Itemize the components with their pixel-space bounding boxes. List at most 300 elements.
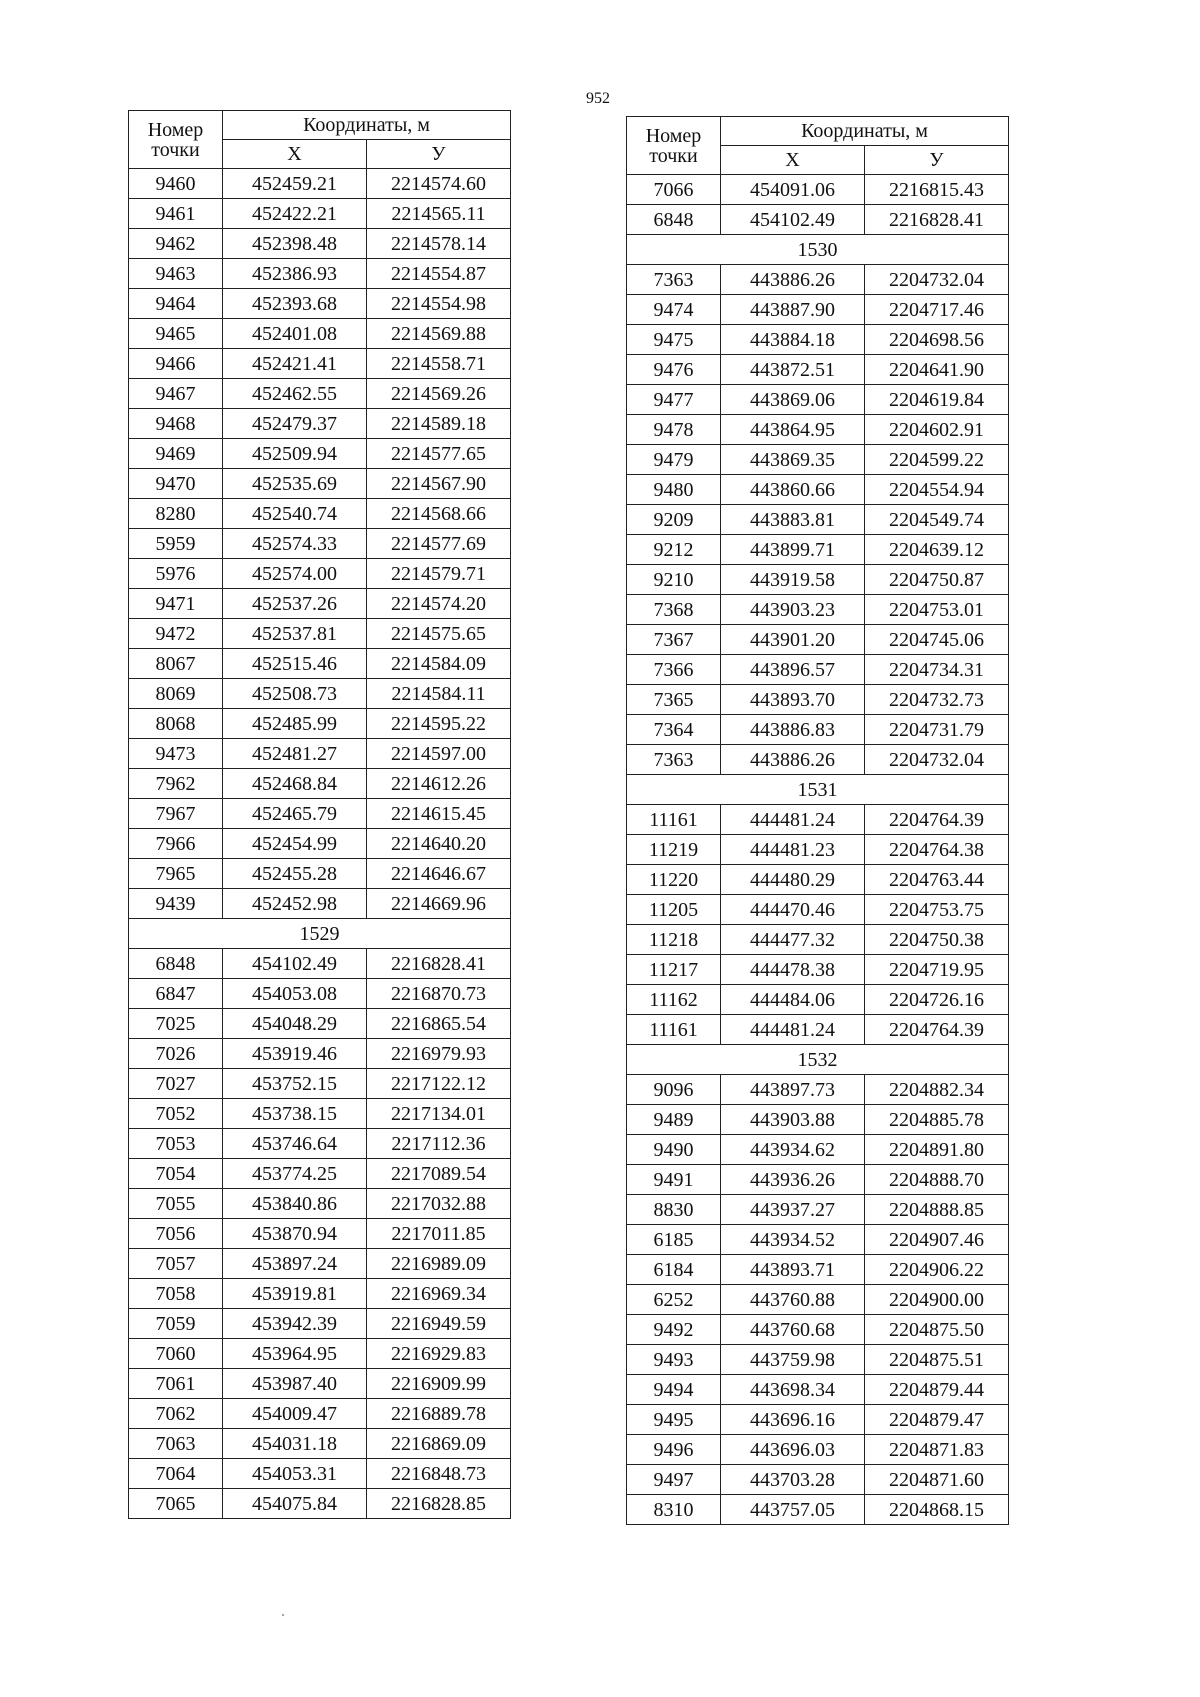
- header-number-line2: точки: [151, 138, 200, 161]
- table-body: [129, 169, 511, 1519]
- table-row: [627, 745, 1009, 775]
- table-row: [129, 1339, 511, 1369]
- header-y: У: [865, 146, 1009, 175]
- table-row: [129, 979, 511, 1009]
- cell-x: 454031.18: [223, 1429, 367, 1459]
- cell-point-number: 9494: [627, 1375, 721, 1405]
- cell-x: 443884.18: [721, 325, 865, 355]
- cell-point-number: 7057: [129, 1249, 223, 1279]
- cell-y: 2217011.85: [367, 1219, 511, 1249]
- header-x: X: [721, 146, 865, 175]
- cell-x: 443934.62: [721, 1135, 865, 1165]
- table-row: [627, 715, 1009, 745]
- cell-point-number: 9495: [627, 1405, 721, 1435]
- cell-x: 453897.24: [223, 1249, 367, 1279]
- cell-point-number: 7065: [129, 1489, 223, 1519]
- table-row: [627, 1165, 1009, 1195]
- section-number: 1531: [627, 775, 1009, 805]
- table-row: [129, 229, 511, 259]
- table-row: [627, 1015, 1009, 1045]
- cell-x: 452465.79: [223, 799, 367, 829]
- cell-y: 2214578.14: [367, 229, 511, 259]
- table-row: [129, 1009, 511, 1039]
- cell-y: 2204875.51: [865, 1345, 1009, 1375]
- cell-point-number: 11218: [627, 925, 721, 955]
- cell-x: 453987.40: [223, 1369, 367, 1399]
- table-row: [129, 1459, 511, 1489]
- cell-x: 444481.24: [721, 805, 865, 835]
- table-row: [129, 889, 511, 919]
- table-row: [129, 1309, 511, 1339]
- cell-point-number: 11205: [627, 895, 721, 925]
- cell-y: 2214579.71: [367, 559, 511, 589]
- cell-point-number: 7063: [129, 1429, 223, 1459]
- cell-x: 443936.26: [721, 1165, 865, 1195]
- cell-x: 443864.95: [721, 415, 865, 445]
- cell-y: 2216989.09: [367, 1249, 511, 1279]
- cell-point-number: 6184: [627, 1255, 721, 1285]
- table-row: [129, 1489, 511, 1519]
- table-row: [627, 655, 1009, 685]
- table-row: [129, 349, 511, 379]
- table-row: [627, 1255, 1009, 1285]
- cell-point-number: 11161: [627, 1015, 721, 1045]
- cell-point-number: 9212: [627, 535, 721, 565]
- header-x: X: [223, 140, 367, 169]
- cell-y: 2216949.59: [367, 1309, 511, 1339]
- cell-y: 2217112.36: [367, 1129, 511, 1159]
- cell-point-number: 6848: [627, 205, 721, 235]
- cell-point-number: 9209: [627, 505, 721, 535]
- cell-x: 453752.15: [223, 1069, 367, 1099]
- table-row: [129, 649, 511, 679]
- table-row: [627, 895, 1009, 925]
- cell-y: 2214565.11: [367, 199, 511, 229]
- table-row: [129, 529, 511, 559]
- cell-x: 453919.46: [223, 1039, 367, 1069]
- cell-x: 453840.86: [223, 1189, 367, 1219]
- cell-point-number: 9466: [129, 349, 223, 379]
- table-row: [129, 409, 511, 439]
- cell-y: 2217089.54: [367, 1159, 511, 1189]
- cell-y: 2204726.16: [865, 985, 1009, 1015]
- cell-point-number: 7066: [627, 175, 721, 205]
- cell-x: 443869.06: [721, 385, 865, 415]
- cell-y: 2204619.84: [865, 385, 1009, 415]
- table-row: [129, 1249, 511, 1279]
- cell-x: 443901.20: [721, 625, 865, 655]
- cell-x: 443883.81: [721, 505, 865, 535]
- cell-x: 454102.49: [721, 205, 865, 235]
- table-row: [627, 1105, 1009, 1135]
- cell-y: 2214567.90: [367, 469, 511, 499]
- table-row: [627, 955, 1009, 985]
- table-row: [129, 559, 511, 589]
- table-row: [627, 595, 1009, 625]
- cell-y: 2204549.74: [865, 505, 1009, 535]
- cell-y: 2216828.85: [367, 1489, 511, 1519]
- table-row: [627, 1345, 1009, 1375]
- cell-y: 2214569.88: [367, 319, 511, 349]
- table-row: [627, 355, 1009, 385]
- table-row: [129, 1399, 511, 1429]
- cell-x: 453870.94: [223, 1219, 367, 1249]
- cell-x: 443887.90: [721, 295, 865, 325]
- table-row: [129, 319, 511, 349]
- cell-point-number: 9465: [129, 319, 223, 349]
- cell-y: 2216869.09: [367, 1429, 511, 1459]
- cell-x: 452421.41: [223, 349, 367, 379]
- cell-point-number: 8830: [627, 1195, 721, 1225]
- cell-y: 2204907.46: [865, 1225, 1009, 1255]
- cell-y: 2204641.90: [865, 355, 1009, 385]
- cell-y: 2217134.01: [367, 1099, 511, 1129]
- header-y: У: [367, 140, 511, 169]
- cell-y: 2214612.26: [367, 769, 511, 799]
- cell-y: 2204698.56: [865, 325, 1009, 355]
- cell-x: 443899.71: [721, 535, 865, 565]
- cell-y: 2204764.39: [865, 1015, 1009, 1045]
- cell-x: 452398.48: [223, 229, 367, 259]
- cell-y: 2216870.73: [367, 979, 511, 1009]
- cell-point-number: 7056: [129, 1219, 223, 1249]
- cell-x: 443897.73: [721, 1075, 865, 1105]
- table-row: [627, 1435, 1009, 1465]
- table-row: [129, 589, 511, 619]
- table-row: [129, 469, 511, 499]
- cell-point-number: 7368: [627, 595, 721, 625]
- table-row: [129, 949, 511, 979]
- table-row: [627, 1405, 1009, 1435]
- cell-point-number: 7365: [627, 685, 721, 715]
- cell-x: 444478.38: [721, 955, 865, 985]
- table-row: [129, 499, 511, 529]
- cell-point-number: 9467: [129, 379, 223, 409]
- cell-point-number: 5959: [129, 529, 223, 559]
- cell-point-number: 9210: [627, 565, 721, 595]
- cell-point-number: 9477: [627, 385, 721, 415]
- cell-y: 2216969.34: [367, 1279, 511, 1309]
- cell-point-number: 9489: [627, 1105, 721, 1135]
- cell-y: 2204745.06: [865, 625, 1009, 655]
- cell-point-number: 7027: [129, 1069, 223, 1099]
- cell-point-number: 7962: [129, 769, 223, 799]
- cell-y: 2204732.73: [865, 685, 1009, 715]
- cell-y: 2204734.31: [865, 655, 1009, 685]
- cell-x: 444480.29: [721, 865, 865, 895]
- cell-y: 2214574.20: [367, 589, 511, 619]
- cell-y: 2214597.00: [367, 739, 511, 769]
- cell-y: 2214558.71: [367, 349, 511, 379]
- cell-y: 2204732.04: [865, 745, 1009, 775]
- cell-point-number: 7061: [129, 1369, 223, 1399]
- cell-point-number: 9460: [129, 169, 223, 199]
- cell-point-number: 7059: [129, 1309, 223, 1339]
- section-number: 1529: [129, 919, 511, 949]
- cell-x: 443760.68: [721, 1315, 865, 1345]
- cell-point-number: 7363: [627, 265, 721, 295]
- cell-y: 2204882.34: [865, 1075, 1009, 1105]
- cell-y: 2204900.00: [865, 1285, 1009, 1315]
- cell-point-number: 7055: [129, 1189, 223, 1219]
- cell-y: 2214569.26: [367, 379, 511, 409]
- cell-x: 454091.06: [721, 175, 865, 205]
- cell-x: 452452.98: [223, 889, 367, 919]
- cell-x: 443896.57: [721, 655, 865, 685]
- cell-x: 453774.25: [223, 1159, 367, 1189]
- cell-x: 443886.26: [721, 265, 865, 295]
- cell-y: 2204639.12: [865, 535, 1009, 565]
- cell-point-number: 8068: [129, 709, 223, 739]
- cell-point-number: 8069: [129, 679, 223, 709]
- cell-point-number: 9474: [627, 295, 721, 325]
- cell-x: 452537.26: [223, 589, 367, 619]
- header-coordinates: Координаты, м: [721, 117, 1009, 146]
- cell-point-number: 9469: [129, 439, 223, 469]
- cell-y: 2204871.60: [865, 1465, 1009, 1495]
- table-row: [129, 1159, 511, 1189]
- cell-x: 443759.98: [721, 1345, 865, 1375]
- cell-y: 2204888.70: [865, 1165, 1009, 1195]
- cell-y: 2216815.43: [865, 175, 1009, 205]
- cell-point-number: 7052: [129, 1099, 223, 1129]
- cell-point-number: 11217: [627, 955, 721, 985]
- table-row: [129, 1039, 511, 1069]
- table-row: [129, 379, 511, 409]
- cell-x: 453964.95: [223, 1339, 367, 1369]
- cell-x: 452393.68: [223, 289, 367, 319]
- table-row: [129, 439, 511, 469]
- cell-x: 452422.21: [223, 199, 367, 229]
- cell-x: 443696.03: [721, 1435, 865, 1465]
- cell-y: 2216889.78: [367, 1399, 511, 1429]
- table-row: [129, 1129, 511, 1159]
- cell-x: 453746.64: [223, 1129, 367, 1159]
- cell-y: 2214640.20: [367, 829, 511, 859]
- header-number-line2: точки: [649, 144, 698, 167]
- table-row: [627, 1135, 1009, 1165]
- cell-point-number: 9471: [129, 589, 223, 619]
- cell-y: 2217122.12: [367, 1069, 511, 1099]
- cell-x: 454102.49: [223, 949, 367, 979]
- cell-y: 2204871.83: [865, 1435, 1009, 1465]
- cell-y: 2214584.11: [367, 679, 511, 709]
- table-row: [627, 565, 1009, 595]
- table-row: [627, 325, 1009, 355]
- cell-y: 2204750.38: [865, 925, 1009, 955]
- table-row: [627, 415, 1009, 445]
- cell-x: 443893.71: [721, 1255, 865, 1285]
- cell-point-number: 9476: [627, 355, 721, 385]
- cell-x: 452386.93: [223, 259, 367, 289]
- cell-point-number: 7364: [627, 715, 721, 745]
- cell-y: 2204602.91: [865, 415, 1009, 445]
- table-header: [627, 117, 1009, 175]
- table-row: [627, 445, 1009, 475]
- cell-x: 453942.39: [223, 1309, 367, 1339]
- cell-y: 2214589.18: [367, 409, 511, 439]
- cell-point-number: 9490: [627, 1135, 721, 1165]
- table-row: [129, 799, 511, 829]
- table-row: [627, 475, 1009, 505]
- cell-point-number: 7965: [129, 859, 223, 889]
- cell-x: 452485.99: [223, 709, 367, 739]
- cell-x: 443696.16: [721, 1405, 865, 1435]
- cell-point-number: 6252: [627, 1285, 721, 1315]
- cell-y: 2204732.04: [865, 265, 1009, 295]
- cell-point-number: 9461: [129, 199, 223, 229]
- cell-y: 2204753.01: [865, 595, 1009, 625]
- table-row: [129, 259, 511, 289]
- cell-point-number: 9439: [129, 889, 223, 919]
- table-row: [129, 1189, 511, 1219]
- cell-x: 452462.55: [223, 379, 367, 409]
- cell-x: 452508.73: [223, 679, 367, 709]
- cell-point-number: 7025: [129, 1009, 223, 1039]
- table-row: [129, 769, 511, 799]
- table-row: [129, 1069, 511, 1099]
- cell-x: 452540.74: [223, 499, 367, 529]
- cell-y: 2214595.22: [367, 709, 511, 739]
- header-point-number: [627, 117, 721, 175]
- cell-point-number: 9491: [627, 1165, 721, 1195]
- cell-x: 443757.05: [721, 1495, 865, 1525]
- table-row: [627, 985, 1009, 1015]
- cell-y: 2204719.95: [865, 955, 1009, 985]
- cell-x: 452574.33: [223, 529, 367, 559]
- table-row: [627, 295, 1009, 325]
- cell-x: 453919.81: [223, 1279, 367, 1309]
- table-row: [627, 1285, 1009, 1315]
- cell-x: 444481.24: [721, 1015, 865, 1045]
- table-row: [129, 739, 511, 769]
- cell-point-number: 8310: [627, 1495, 721, 1525]
- table-row: [129, 1099, 511, 1129]
- cell-point-number: 9492: [627, 1315, 721, 1345]
- cell-y: 2204599.22: [865, 445, 1009, 475]
- cell-point-number: 9470: [129, 469, 223, 499]
- cell-point-number: 9096: [627, 1075, 721, 1105]
- cell-y: 2204753.75: [865, 895, 1009, 925]
- cell-point-number: 8067: [129, 649, 223, 679]
- cell-x: 452468.84: [223, 769, 367, 799]
- table-row: [129, 709, 511, 739]
- cell-y: 2216848.73: [367, 1459, 511, 1489]
- cell-point-number: 9479: [627, 445, 721, 475]
- cell-point-number: 7053: [129, 1129, 223, 1159]
- cell-x: 443698.34: [721, 1375, 865, 1405]
- cell-y: 2214669.96: [367, 889, 511, 919]
- cell-x: 454053.31: [223, 1459, 367, 1489]
- cell-y: 2214615.45: [367, 799, 511, 829]
- cell-x: 443760.88: [721, 1285, 865, 1315]
- cell-y: 2216929.83: [367, 1339, 511, 1369]
- cell-x: 452455.28: [223, 859, 367, 889]
- cell-y: 2214577.65: [367, 439, 511, 469]
- cell-y: 2216979.93: [367, 1039, 511, 1069]
- cell-x: 454048.29: [223, 1009, 367, 1039]
- cell-point-number: 9497: [627, 1465, 721, 1495]
- page-number: 952: [586, 90, 610, 107]
- cell-y: 2204763.44: [865, 865, 1009, 895]
- cell-y: 2204764.38: [865, 835, 1009, 865]
- header-coordinates: Координаты, м: [223, 111, 511, 140]
- cell-x: 444481.23: [721, 835, 865, 865]
- cell-point-number: 5976: [129, 559, 223, 589]
- table-body: [627, 175, 1009, 1525]
- table-row: [627, 805, 1009, 835]
- cell-x: 452459.21: [223, 169, 367, 199]
- cell-y: 2204879.44: [865, 1375, 1009, 1405]
- table-row: [129, 199, 511, 229]
- cell-x: 443934.52: [721, 1225, 865, 1255]
- cell-point-number: 7966: [129, 829, 223, 859]
- cell-point-number: 9464: [129, 289, 223, 319]
- table-row: [129, 679, 511, 709]
- section-row: [129, 919, 511, 949]
- table-row: [627, 685, 1009, 715]
- cell-point-number: 9475: [627, 325, 721, 355]
- cell-y: 2216828.41: [865, 205, 1009, 235]
- cell-point-number: 9496: [627, 1435, 721, 1465]
- table-row: [627, 835, 1009, 865]
- cell-x: 452537.81: [223, 619, 367, 649]
- coordinates-table-left: [128, 110, 511, 1519]
- cell-x: 453738.15: [223, 1099, 367, 1129]
- table-row: [627, 385, 1009, 415]
- cell-y: 2214577.69: [367, 529, 511, 559]
- cell-y: 2216865.54: [367, 1009, 511, 1039]
- cell-point-number: 9462: [129, 229, 223, 259]
- cell-point-number: 8280: [129, 499, 223, 529]
- cell-point-number: 9480: [627, 475, 721, 505]
- cell-point-number: 7054: [129, 1159, 223, 1189]
- table-row: [129, 1369, 511, 1399]
- cell-y: 2204554.94: [865, 475, 1009, 505]
- cell-point-number: 9478: [627, 415, 721, 445]
- coordinates-table-right: [626, 116, 1009, 1525]
- cell-y: 2214554.87: [367, 259, 511, 289]
- section-row: [627, 775, 1009, 805]
- cell-point-number: 9472: [129, 619, 223, 649]
- table-row: [627, 865, 1009, 895]
- table-row: [627, 1315, 1009, 1345]
- cell-x: 443869.35: [721, 445, 865, 475]
- cell-y: 2204879.47: [865, 1405, 1009, 1435]
- cell-x: 443703.28: [721, 1465, 865, 1495]
- cell-point-number: 11219: [627, 835, 721, 865]
- cell-x: 452515.46: [223, 649, 367, 679]
- cell-x: 444477.32: [721, 925, 865, 955]
- cell-y: 2204875.50: [865, 1315, 1009, 1345]
- cell-x: 443886.83: [721, 715, 865, 745]
- cell-point-number: 6185: [627, 1225, 721, 1255]
- cell-point-number: 9493: [627, 1345, 721, 1375]
- header-point-number: [129, 111, 223, 169]
- table-row: [129, 859, 511, 889]
- cell-x: 454009.47: [223, 1399, 367, 1429]
- cell-x: 443903.88: [721, 1105, 865, 1135]
- cell-x: 443919.58: [721, 565, 865, 595]
- scan-speck: [282, 1614, 284, 1616]
- table-row: [129, 289, 511, 319]
- table-row: [129, 1219, 511, 1249]
- table-row: [129, 829, 511, 859]
- cell-x: 452481.27: [223, 739, 367, 769]
- table-row: [627, 205, 1009, 235]
- cell-x: 444484.06: [721, 985, 865, 1015]
- cell-y: 2204750.87: [865, 565, 1009, 595]
